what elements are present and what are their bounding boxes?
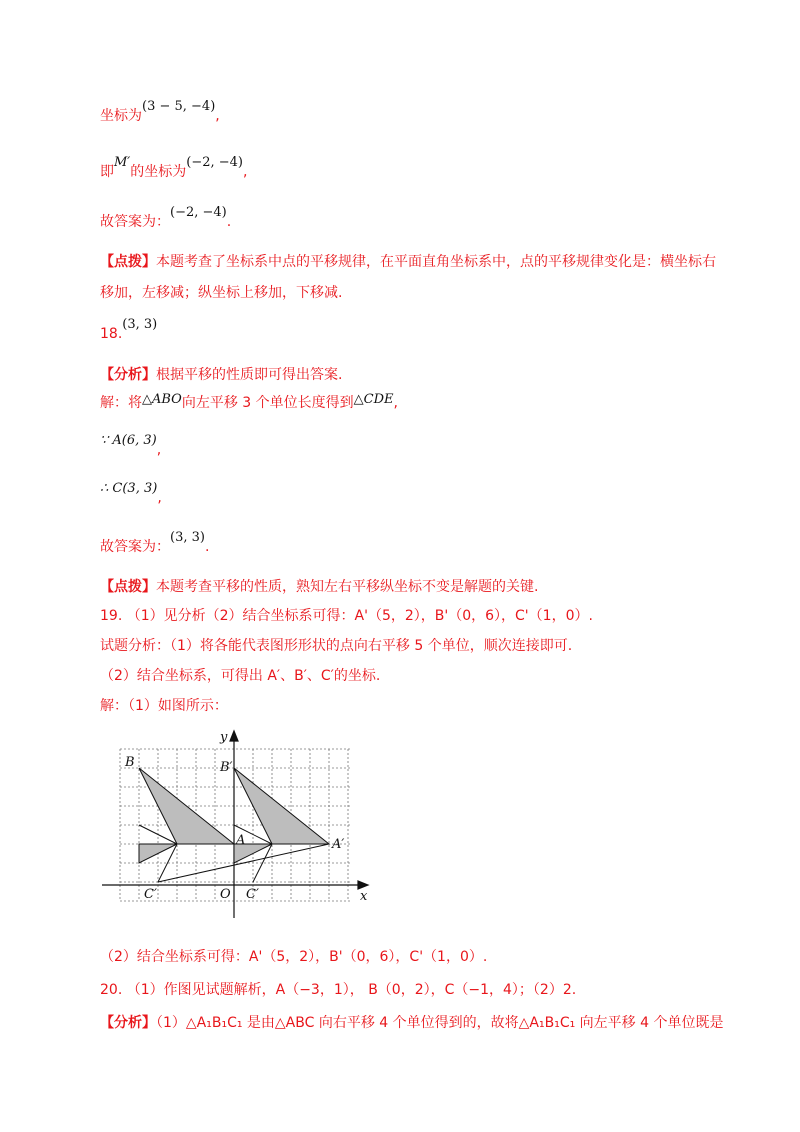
text: 即	[100, 164, 114, 180]
text: 本题考查平移的性质，熟知左右平移纵坐标不变是解题的关键.	[156, 579, 539, 595]
punctuation: .	[204, 539, 210, 555]
axes	[102, 731, 368, 918]
line-answer-17	[100, 205, 232, 233]
line-q19-answer	[100, 947, 487, 967]
line-q19-part2	[100, 666, 380, 686]
origin-label: O	[220, 887, 231, 902]
analysis-label: 【分析】	[100, 367, 156, 383]
line-q19-solution	[100, 696, 228, 716]
line-q18	[100, 317, 158, 345]
question-number: 18.	[100, 326, 123, 342]
punctuation: ,	[243, 164, 248, 180]
y-label: y	[220, 730, 228, 745]
line-coordinate-calc	[100, 99, 220, 127]
math-triangle: △ABO	[142, 392, 182, 407]
text: （2）结合坐标系可得：A'（5，2），B'（0，6），C'（1，0）.	[100, 949, 488, 965]
punctuation: ,	[393, 395, 398, 411]
tip-label: 【点拨】	[100, 579, 156, 595]
analysis-label: 【分析】	[100, 1015, 156, 1031]
text: 的坐标为	[130, 164, 187, 180]
text: 移加，左移减；纵坐标上移加，下移减.	[100, 285, 343, 301]
text: （2）结合坐标系，可得出 A′、B′、C′的坐标.	[100, 668, 381, 684]
punctuation: .	[226, 214, 232, 230]
point-b-label: B	[125, 755, 135, 770]
point-c-prime-label: C′	[246, 887, 259, 902]
text: （1）△A₁B₁C₁ 是由△ABC 向右平移 4 个单位得到的，故将△A₁B₁C₁ 向左平移 4 个单位既是	[156, 1015, 724, 1031]
punctuation: ,	[215, 108, 220, 124]
point-a-label: A	[236, 833, 246, 848]
point-a-prime-label: A′	[332, 837, 345, 852]
point-c-label: C′	[144, 887, 157, 902]
line-because	[100, 430, 162, 458]
math-expression: (3 − 5, −4)	[142, 99, 216, 114]
line-tip-17	[100, 252, 716, 272]
math-expression: (3, 3)	[170, 530, 205, 545]
text: 19. （1）见分析（2）结合坐标系可得：A'（5，2），B'（0，6），C'（1，0）.	[100, 608, 593, 624]
math-expression: ∴ C(3, 3)	[100, 481, 158, 496]
math-expression: (−2, −4)	[186, 155, 244, 170]
text: 故答案为：	[100, 214, 170, 230]
line-tip-17-cont	[100, 283, 342, 303]
line-q19-analysis	[100, 636, 572, 656]
math-point: M′	[114, 155, 131, 170]
y-axis-arrow	[230, 731, 238, 741]
math-expression: (3, 3)	[122, 317, 158, 332]
text: 解：将	[100, 395, 142, 411]
punctuation: ,	[157, 490, 162, 506]
text: 20. （1）作图见试题解析，A（−3，1）， B（0，2），C（−1，4）；（2）2.	[100, 982, 577, 998]
line-analysis-18	[100, 365, 342, 385]
x-label: x	[360, 889, 368, 904]
line-solution-18	[100, 393, 398, 414]
text: 坐标为	[100, 108, 142, 124]
x-axis-arrow	[358, 881, 368, 889]
line-answer-18	[100, 530, 210, 558]
math-expression: ∵ A(6, 3)	[100, 433, 157, 448]
line-tip-18	[100, 577, 538, 597]
line-therefore	[100, 478, 162, 506]
text: 本题考查了坐标系中点的平移规律，在平面直角坐标系中，点的平移规律变化是：横坐标右	[156, 254, 716, 270]
line-m-prime	[100, 155, 248, 183]
text: 故答案为：	[100, 539, 170, 555]
line-q20	[100, 980, 576, 1000]
math-expression: (−2, −4)	[170, 205, 227, 220]
coordinate-figure	[100, 728, 380, 918]
punctuation: ,	[156, 442, 162, 458]
text: 向左平移 3 个单位长度得到	[181, 395, 354, 411]
point-b-prime-label: B′	[220, 760, 233, 775]
text: 解：（1）如图所示：	[100, 698, 228, 714]
text: 根据平移的性质即可得出答案.	[156, 367, 343, 383]
line-q19	[100, 606, 593, 626]
line-q20-analysis	[100, 1013, 723, 1033]
tip-label: 【点拨】	[100, 254, 156, 270]
text: 试题分析：（1）将各能代表图形形状的点向右平移 5 个单位，顺次连接即可.	[100, 638, 573, 654]
math-triangle: △CDE	[353, 392, 394, 407]
